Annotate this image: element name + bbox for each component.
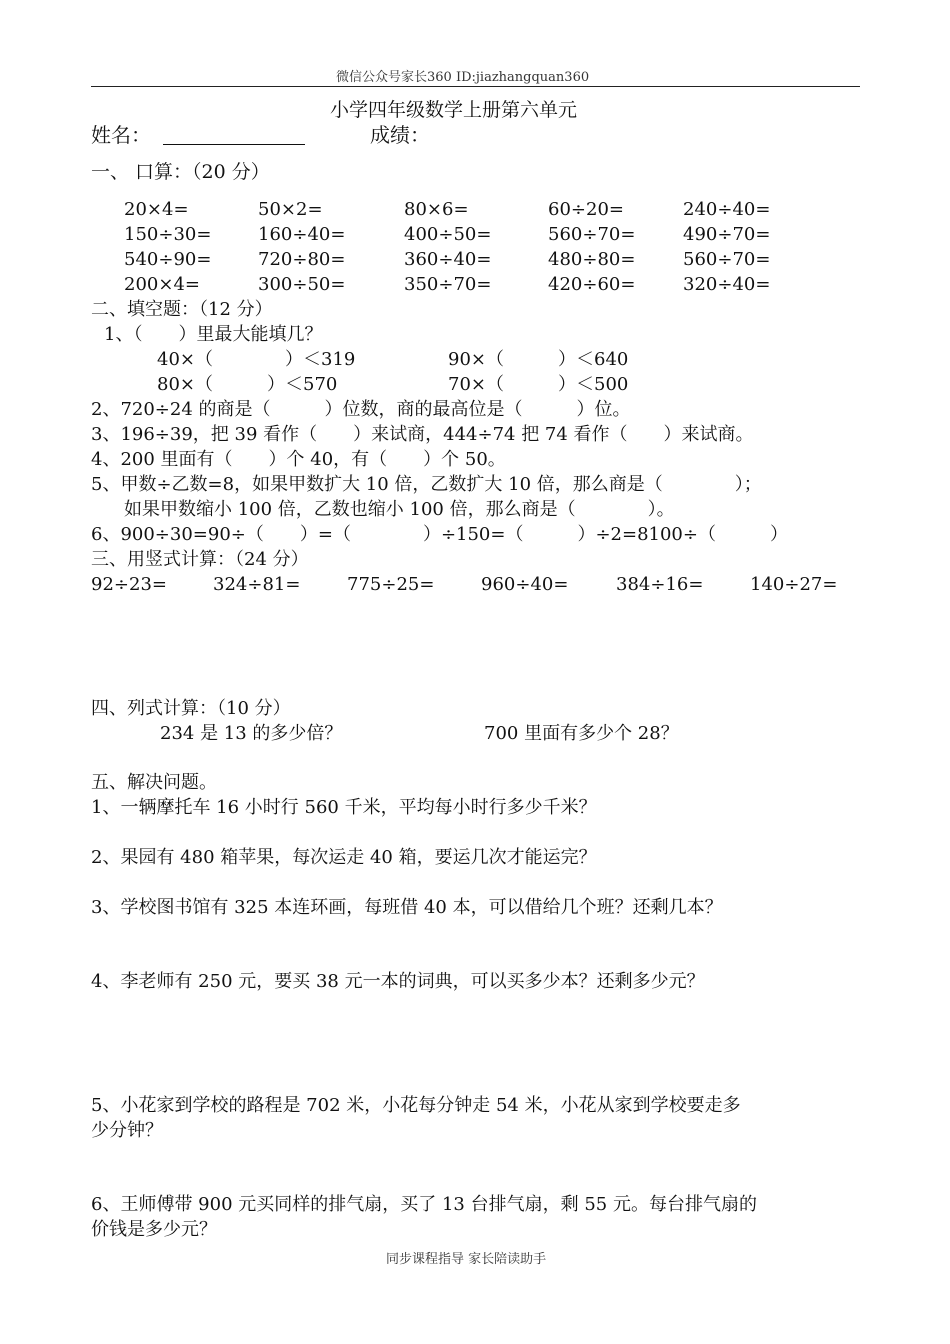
page-title: 小学四年级数学上册第六单元 bbox=[330, 99, 578, 121]
word-problem-1: 1、一辆摩托车 16 小时行 560 千米，平均每小时行多少千米？ bbox=[91, 797, 597, 818]
oral-item: 240÷40= bbox=[683, 199, 771, 220]
oral-item: 80×6= bbox=[404, 199, 469, 220]
oral-item: 200×4= bbox=[124, 274, 200, 295]
vertical-calc-item: 960÷40= bbox=[481, 574, 569, 595]
score-label: 成绩： bbox=[370, 123, 430, 147]
oral-item: 160÷40= bbox=[258, 224, 346, 245]
fill-q1-item: 40×（ ）＜319 bbox=[157, 349, 356, 370]
section3-heading: 三、用竖式计算：（24 分） bbox=[91, 549, 309, 570]
fill-q2: 2、720÷24 的商是（ ）位数，商的最高位是（ ）位。 bbox=[91, 399, 631, 420]
header-rule bbox=[91, 86, 860, 87]
oral-item: 480÷80= bbox=[548, 249, 636, 270]
fill-q5-line2: 如果甲数缩小 100 倍，乙数也缩小 100 倍，那么商是（ ）。 bbox=[124, 499, 675, 520]
name-label: 姓名： bbox=[91, 123, 151, 147]
oral-item: 50×2= bbox=[258, 199, 323, 220]
section1-heading: 一、 口算：（20 分） bbox=[91, 161, 270, 183]
vertical-calc-item: 775÷25= bbox=[347, 574, 435, 595]
oral-item: 540÷90= bbox=[124, 249, 212, 270]
oral-item: 420÷60= bbox=[548, 274, 636, 295]
oral-item: 150÷30= bbox=[124, 224, 212, 245]
page-header: 微信公众号家长360 ID:jiazhangquan360 bbox=[336, 70, 590, 85]
fill-q3: 3、196÷39，把 39 看作（ ）来试商，444÷74 把 74 看作（ ）来试商。 bbox=[91, 424, 754, 445]
oral-item: 490÷70= bbox=[683, 224, 771, 245]
name-blank bbox=[163, 126, 305, 145]
section2-heading: 二、填空题：（12 分） bbox=[91, 299, 273, 320]
section5-heading: 五、解决问题。 bbox=[91, 772, 217, 793]
oral-item: 350÷70= bbox=[404, 274, 492, 295]
word-problem-6-line1: 6、王师傅带 900 元买同样的排气扇，买了 13 台排气扇，剩 55 元。每台排气扇的 bbox=[91, 1194, 757, 1215]
expr-calc-item: 234 是 13 的多少倍？ bbox=[160, 723, 343, 744]
vertical-calc-item: 92÷23= bbox=[91, 574, 167, 595]
fill-q1-item: 80×（ ）＜570 bbox=[157, 374, 338, 395]
fill-q5-line1: 5、甲数÷乙数=8，如果甲数扩大 10 倍，乙数扩大 10 倍，那么商是（ ）； bbox=[91, 474, 762, 495]
vertical-calc-item: 384÷16= bbox=[616, 574, 704, 595]
oral-item: 360÷40= bbox=[404, 249, 492, 270]
word-problem-3: 3、学校图书馆有 325 本连环画，每班借 40 本，可以借给几个班？还剩几本？ bbox=[91, 897, 723, 918]
word-problem-6-line2: 价钱是多少元？ bbox=[91, 1219, 217, 1240]
page-footer: 同步课程指导 家长陪读助手 bbox=[386, 1252, 547, 1267]
oral-item: 720÷80= bbox=[258, 249, 346, 270]
word-problem-5-line2: 少分钟？ bbox=[91, 1120, 163, 1141]
fill-q1-item: 70×（ ）＜500 bbox=[448, 374, 629, 395]
vertical-calc-item: 140÷27= bbox=[750, 574, 838, 595]
fill-q6: 6、900÷30=90÷（ ）=（ ）÷150=（ ）÷2=8100÷（ ） bbox=[91, 524, 788, 545]
oral-item: 320÷40= bbox=[683, 274, 771, 295]
name-field bbox=[91, 122, 305, 148]
fill-q4: 4、200 里面有（ ）个 40，有（ ）个 50。 bbox=[91, 449, 506, 470]
oral-item: 560÷70= bbox=[683, 249, 771, 270]
word-problem-4: 4、李老师有 250 元，要买 38 元一本的词典，可以买多少本？还剩多少元？ bbox=[91, 971, 705, 992]
vertical-calc-item: 324÷81= bbox=[213, 574, 301, 595]
section4-heading: 四、列式计算：（10 分） bbox=[91, 698, 291, 719]
oral-item: 20×4= bbox=[124, 199, 189, 220]
fill-q1: 1、（ ）里最大能填几？ bbox=[104, 324, 323, 345]
word-problem-5-line1: 5、小花家到学校的路程是 702 米，小花每分钟走 54 米，小花从家到学校要走多 bbox=[91, 1095, 741, 1116]
oral-item: 560÷70= bbox=[548, 224, 636, 245]
oral-item: 60÷20= bbox=[548, 199, 624, 220]
fill-q1-item: 90×（ ）＜640 bbox=[448, 349, 629, 370]
word-problem-2: 2、果园有 480 箱苹果，每次运走 40 箱，要运几次才能运完？ bbox=[91, 847, 597, 868]
oral-item: 400÷50= bbox=[404, 224, 492, 245]
oral-item: 300÷50= bbox=[258, 274, 346, 295]
expr-calc-item: 700 里面有多少个 28？ bbox=[484, 723, 679, 744]
